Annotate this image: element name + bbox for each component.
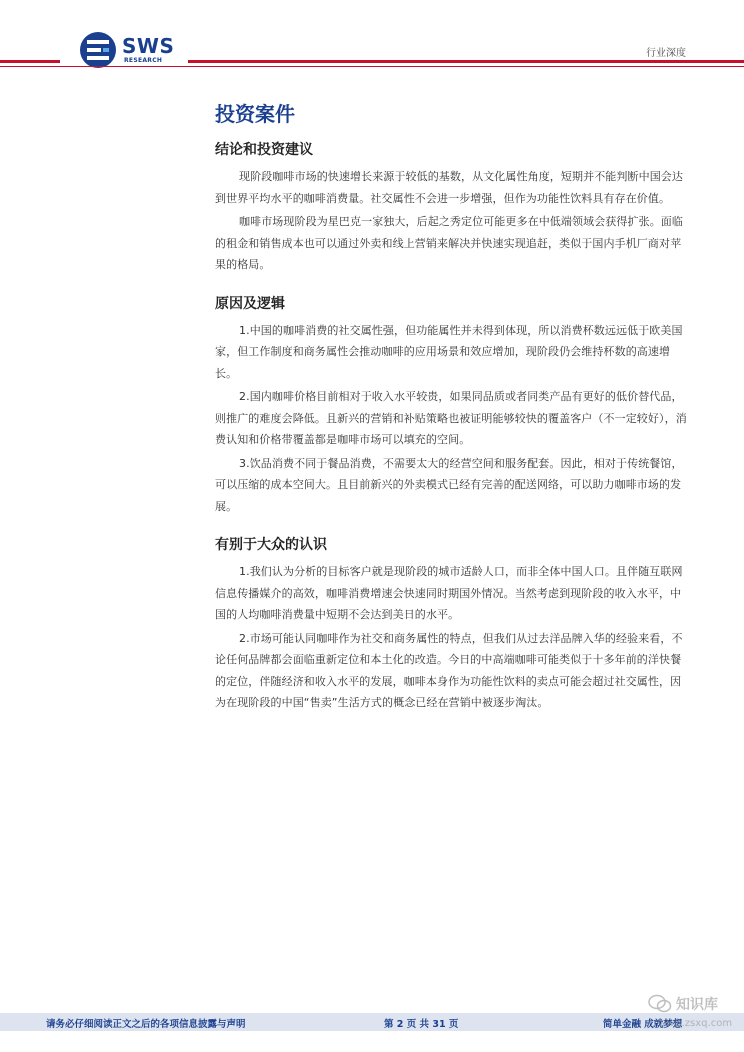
footer-disclaimer: 请务必仔细阅读正文之后的各项信息披露与声明 [46,1019,246,1030]
page-title: 投资案件 [215,102,295,126]
main-content [215,100,687,716]
section-conclusion [215,140,687,276]
footer-slogan: 简单金融 成就梦想 [603,1019,683,1030]
report-category-label: 行业深度 [646,48,686,59]
logo-subtext: RESEARCH [124,57,163,64]
watermark-url: www.zsxq.com [658,1018,733,1029]
paragraph: 现阶段咖啡市场的快速增长来源于较低的基数，从文化属性角度，短期并不能判断中国会达到世界平均水平的咖啡消费量。社交属性不会进一步增强，但作为功能性饮料具有存在价值。 [215,170,683,205]
paragraph: 咖啡市场现阶段为星巴克一家独大，后起之秀定位可能更多在中低端领域会获得扩张。面临的租金和销售成本也可以通过外卖和线上营销来解决并快速实现追赶，类似于国内手机厂商对苹果的格局。 [215,215,683,271]
paragraph: 1.我们认为分析的目标客户就是现阶段的城市适龄人口，而非全体中国人口。且伴随互联网信息传播媒介的高效，咖啡消费增速会快速同时期国外情况。当然考虑到现阶段的收入水平，中国的人均咖啡消费量中短期不会达到美日的水平。 [215,565,683,621]
header-thin-rule [0,66,744,67]
header-rule [188,60,744,63]
sws-logo-icon [78,30,118,70]
header-rule-left [0,60,60,63]
sws-logo [78,30,178,70]
paragraph: 2.国内咖啡价格目前相对于收入水平较贵，如果同品质或者同类产品有更好的低价替代品，则推广的难度会降低。且新兴的营销和补贴策略也被证明能够较快的覆盖客户（不一定较好），消费认知和价格带覆盖都是咖啡市场可以填充的空间。 [215,390,687,446]
paragraph: 3.饮品消费不同于餐品消费，不需要太大的经营空间和服务配套。因此，相对于传统餐馆，可以压缩的成本空间大。且目前新兴的外卖模式已经有完善的配送网络，可以助力咖啡市场的发展。 [215,456,683,513]
paragraph: 1.中国的咖啡消费的社交属性强，但功能属性并未得到体现，所以消费杯数远远低于欧美国家，但工作制度和商务属性会推动咖啡的应用场景和效应增加，现阶段仍会维持杯数的高速增长。 [215,323,683,380]
paragraph: 2.市场可能认同咖啡作为社交和商务属性的特点，但我们从过去洋品牌入华的经验来看，不论任何品牌都会面临重新定位和本土化的改造。今日的中高端咖啡可能类似于十多年前的洋快餐的定位，伴随经济和收入水平的发展，咖啡本身作为功能性饮料的卖点可能会超过社交属性，因为在现阶段的中国“售卖”生活方式的概念已经在营销中被逐步淘汰。 [215,631,683,709]
wechat-icon [648,994,672,1014]
section-differentiated-view [215,535,687,714]
section-title: 结论和投资建议 [215,142,313,158]
section-title: 原因及逻辑 [215,295,285,312]
section-title: 有别于大众的认识 [215,537,327,553]
watermark-name: 知识库 [676,997,718,1013]
section-reasons [215,294,687,518]
page-number: 第 2 页 共 31 页 [384,1019,459,1030]
logo-text: SWS [122,34,175,58]
